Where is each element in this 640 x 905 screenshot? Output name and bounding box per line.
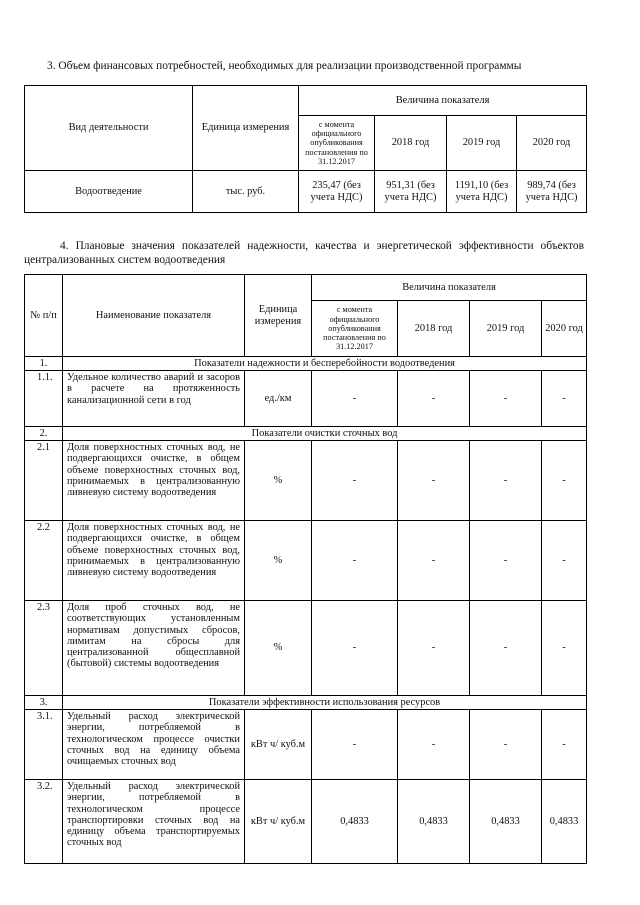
value-cell: - <box>470 521 542 601</box>
value-cell: 0,4833 <box>470 780 542 864</box>
value-cell: - <box>312 521 398 601</box>
value-cell: - <box>398 710 470 780</box>
unit-cell: кВт ч/ куб.м <box>245 710 312 780</box>
unit-cell: тыс. руб. <box>193 171 299 213</box>
row-num: 3.1. <box>25 710 63 780</box>
value-cell: - <box>542 710 587 780</box>
section-3-heading: 3. Объем финансовых потребностей, необходимых для реализации производственной программы <box>47 60 522 72</box>
row-num: 2.2 <box>25 521 63 601</box>
value-cell: - <box>312 371 398 427</box>
header-period-0: с момента официального опубликования постановления по 31.12.2017 <box>299 116 375 171</box>
table-row <box>25 780 587 864</box>
value-cell: - <box>542 521 587 601</box>
indicator-name: Доля поверхностных сточных вод, не подвергающихся очистке, в общем объеме поверхностных сточных вод, принимаемых в централизованную ливневую систему водоотведения <box>63 441 245 521</box>
section-title: Показатели очистки сточных вод <box>63 427 587 441</box>
section-4-heading: 4. Плановые значения показателей надежности, качества и энергетической эффективности объектов централизованных систем водоотведения <box>24 240 584 266</box>
value-cell: 1191,10 (без учета НДС) <box>447 171 517 213</box>
value-cell: - <box>398 601 470 696</box>
value-cell: - <box>398 521 470 601</box>
unit-cell: ед./км <box>245 371 312 427</box>
value-cell: - <box>542 601 587 696</box>
row-num: 2.3 <box>25 601 63 696</box>
value-cell: - <box>398 371 470 427</box>
row-num: 1.1. <box>25 371 63 427</box>
section-row <box>25 357 587 371</box>
value-cell: 0,4833 <box>398 780 470 864</box>
value-cell: - <box>470 441 542 521</box>
reliability-indicators-table <box>24 274 587 864</box>
value-cell: 989,74 (без учета НДС) <box>517 171 587 213</box>
value-cell: - <box>470 601 542 696</box>
indicator-name: Удельный расход электрической энергии, потребляемой в технологическом процессе очистки сточных вод на единицу объема очищаемых сточных вод <box>63 710 245 780</box>
indicator-name: Доля поверхностных сточных вод, не подвергающихся очистке, в общем объеме поверхностных сточных вод, принимаемых в централизованную ливневую систему водоотведения <box>63 521 245 601</box>
indicator-name: Удельный расход электрической энергии, потребляемой в технологическом процессе транспортировки сточных вод на единицу объема транспортируемых сточных вод <box>63 780 245 864</box>
header-period-1: 2018 год <box>375 116 447 171</box>
header-name: Наименование показателя <box>63 275 245 357</box>
section-num: 2. <box>25 427 63 441</box>
section-row <box>25 427 587 441</box>
value-cell: 235,47 (без учета НДС) <box>299 171 375 213</box>
value-cell: - <box>470 371 542 427</box>
activity-cell: Водоотведение <box>25 171 193 213</box>
value-cell: - <box>470 710 542 780</box>
section-title: Показатели эффективности использования ресурсов <box>63 696 587 710</box>
value-cell: 0,4833 <box>312 780 398 864</box>
header-period-1: 2018 год <box>398 301 470 357</box>
unit-cell: % <box>245 601 312 696</box>
value-cell: - <box>542 441 587 521</box>
header-value-group: Величина показателя <box>299 86 587 116</box>
table-header-row <box>25 86 587 116</box>
header-period-3: 2020 год <box>517 116 587 171</box>
indicator-name: Доля проб сточных вод, не соответствующих установленным нормативам допустимых сбросов, лимитам на сбросы для централизованной общесплавной (бытовой) системы водоотведения <box>63 601 245 696</box>
header-period-2: 2019 год <box>447 116 517 171</box>
table-row <box>25 371 587 427</box>
header-activity: Вид деятельности <box>25 86 193 171</box>
row-num: 3.2. <box>25 780 63 864</box>
section-num: 3. <box>25 696 63 710</box>
section-num: 1. <box>25 357 63 371</box>
unit-cell: % <box>245 441 312 521</box>
section-title: Показатели надежности и бесперебойности водоотведения <box>63 357 587 371</box>
header-num: № п/п <box>25 275 63 357</box>
table-row <box>25 601 587 696</box>
value-cell: - <box>312 601 398 696</box>
indicator-name: Удельное количество аварий и засоров в расчете на протяженность канализационной сети в год <box>63 371 245 427</box>
table-row <box>25 710 587 780</box>
value-cell: - <box>312 441 398 521</box>
row-num: 2.1 <box>25 441 63 521</box>
value-cell: 0,4833 <box>542 780 587 864</box>
header-value-group: Величина показателя <box>312 275 587 301</box>
header-unit: Единица измерения <box>193 86 299 171</box>
table-row <box>25 521 587 601</box>
value-cell: 951,31 (без учета НДС) <box>375 171 447 213</box>
value-cell: - <box>398 441 470 521</box>
value-cell: - <box>542 371 587 427</box>
table-row <box>25 171 587 213</box>
unit-cell: % <box>245 521 312 601</box>
header-unit: Единица измерения <box>245 275 312 357</box>
table-row <box>25 441 587 521</box>
header-period-0: с момента официального опубликования постановления по 31.12.2017 <box>312 301 398 357</box>
section-row <box>25 696 587 710</box>
header-period-3: 2020 год <box>542 301 587 357</box>
financial-needs-table <box>24 85 587 213</box>
unit-cell: кВт ч/ куб.м <box>245 780 312 864</box>
header-period-2: 2019 год <box>470 301 542 357</box>
table-header-row <box>25 275 587 301</box>
value-cell: - <box>312 710 398 780</box>
